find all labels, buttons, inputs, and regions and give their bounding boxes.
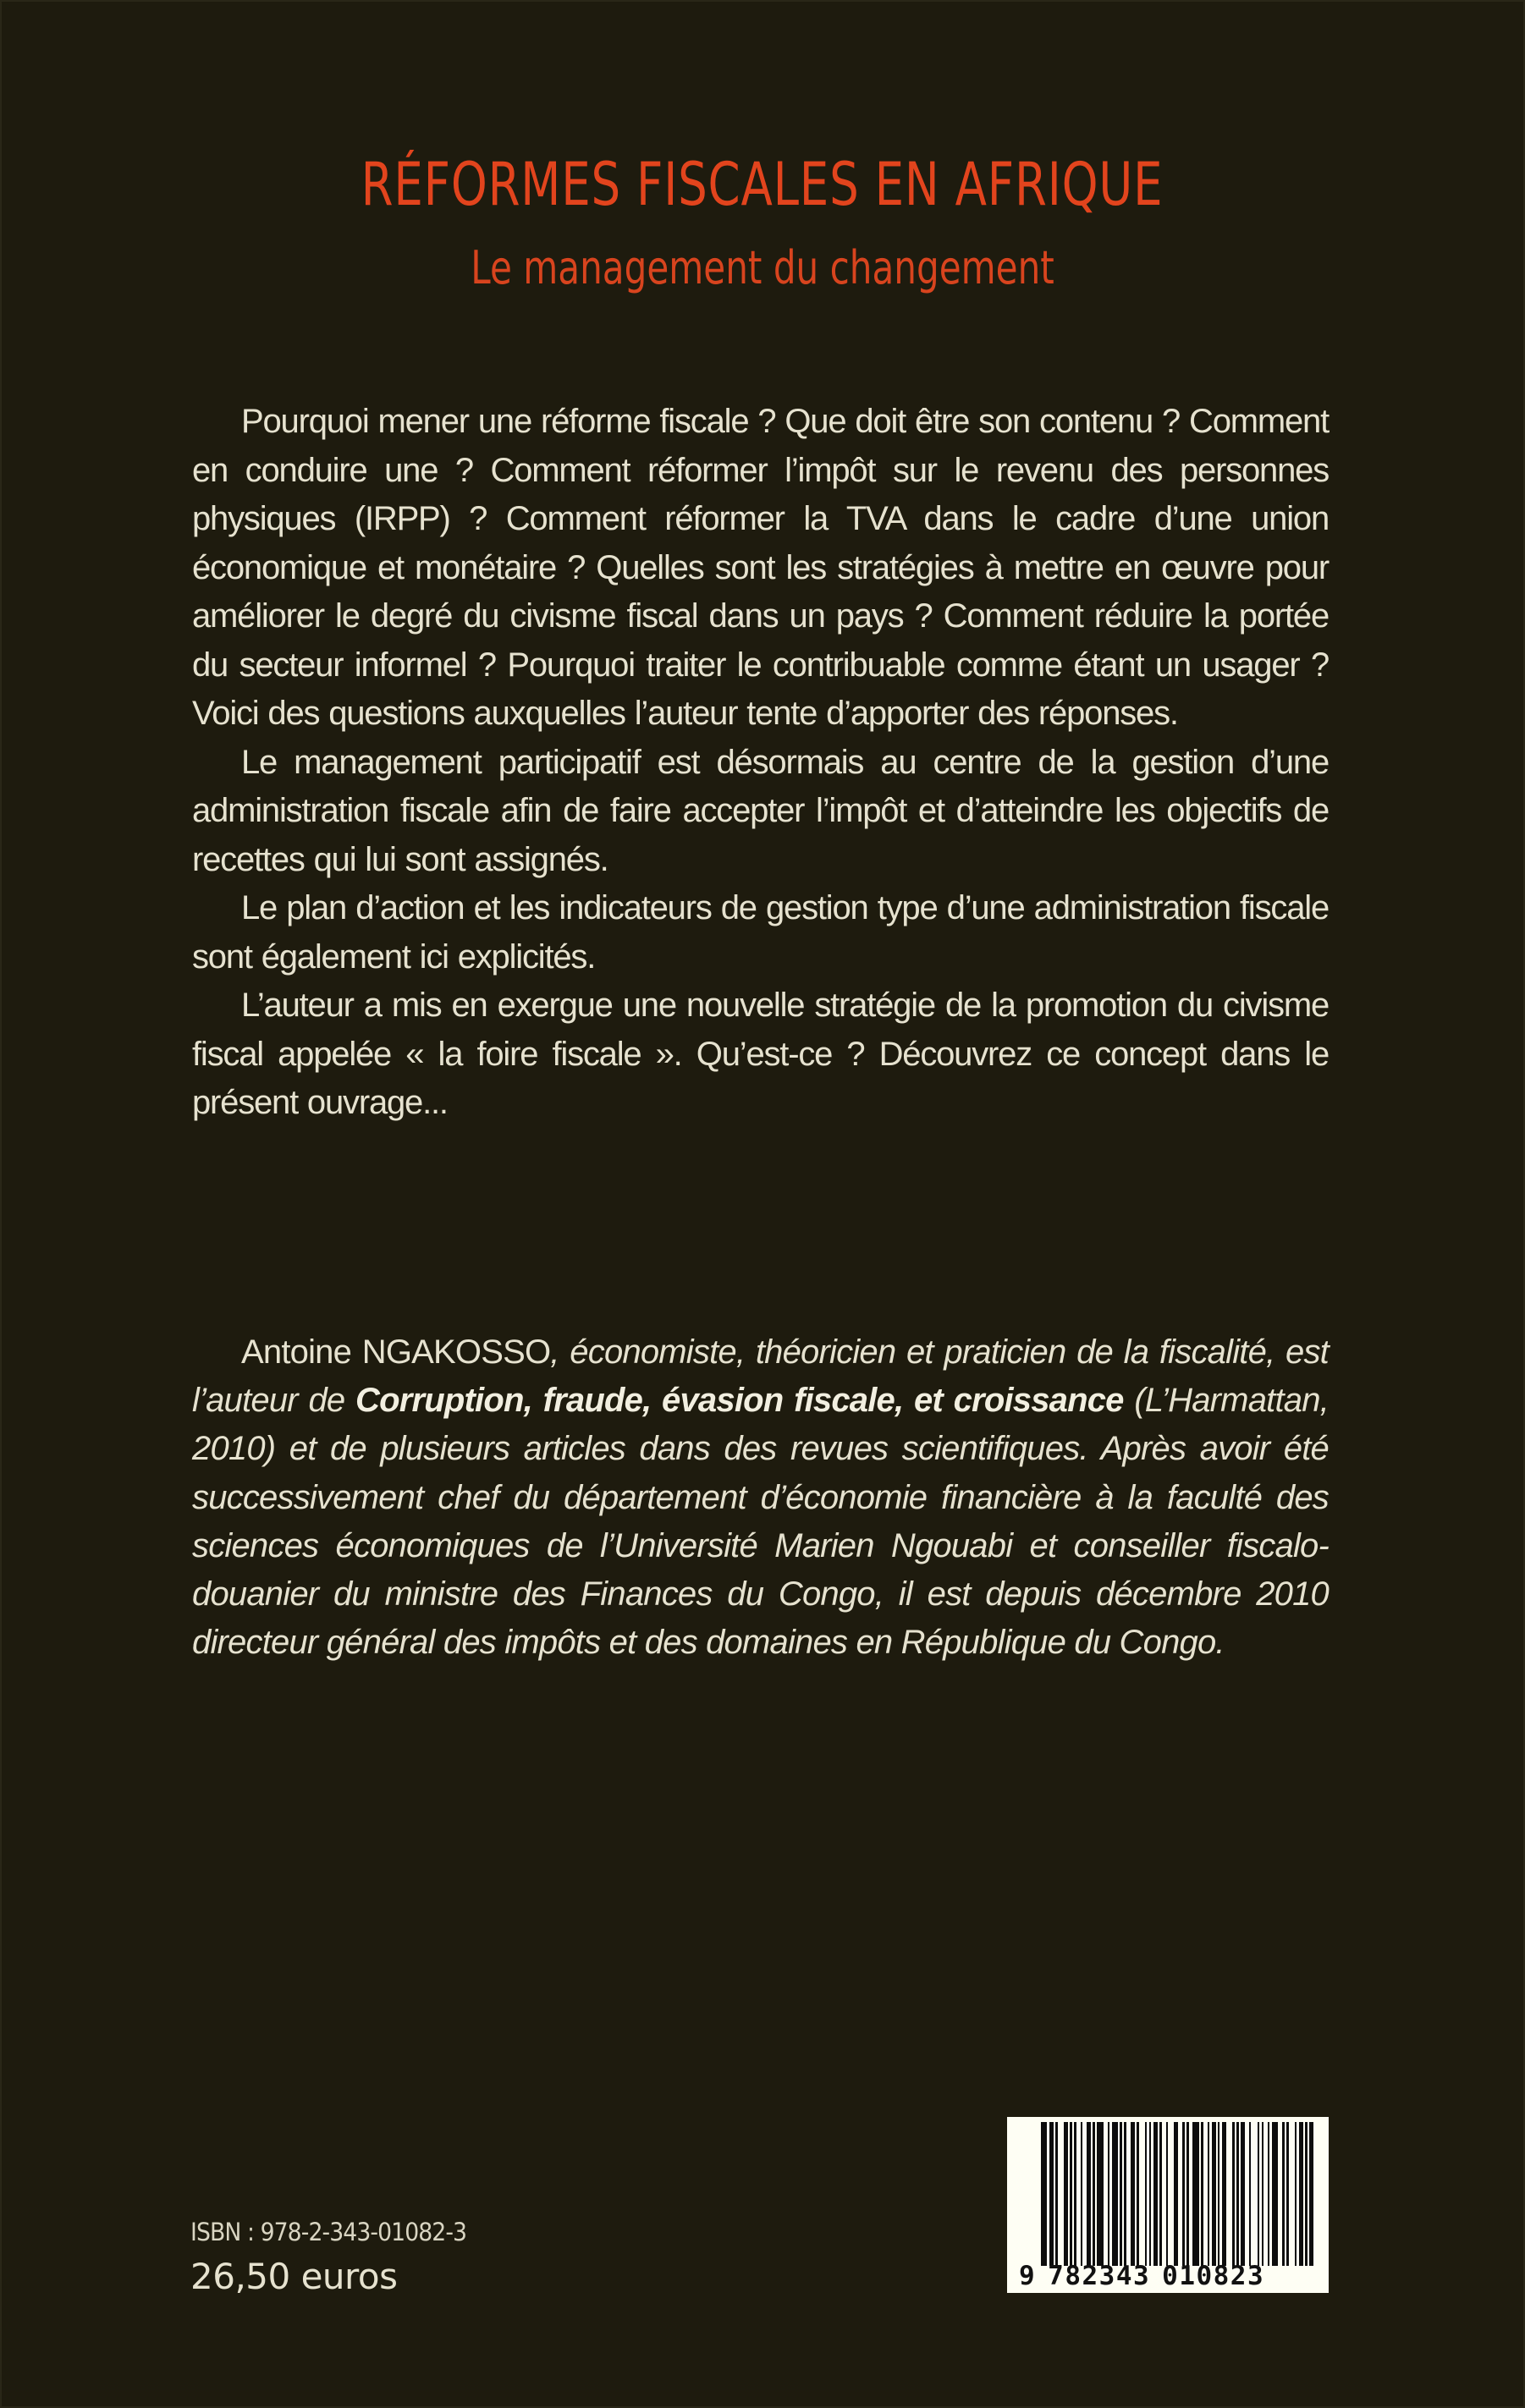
barcode-bar bbox=[1168, 2122, 1174, 2266]
book-title bbox=[0, 151, 1525, 218]
book-subtitle-text: Le management du changement bbox=[471, 241, 1054, 294]
price: 26,50 euros bbox=[190, 2256, 398, 2297]
barcode-bar bbox=[1112, 2122, 1118, 2266]
barcode-bar bbox=[1289, 2122, 1295, 2266]
blurb-paragraph: Le management participatif est désormais au centre de la gestion d’une administration fiscale afin de faire accepter l’impôt et d’atteindre les objectifs de recettes qui lui sont assignés. bbox=[192, 743, 1329, 878]
book-subtitle bbox=[0, 241, 1525, 295]
barcode-digits bbox=[1019, 2261, 1325, 2291]
barcode-bar bbox=[1097, 2122, 1103, 2266]
barcode-bar bbox=[1058, 2122, 1064, 2266]
blurb-paragraph: Le plan d’action et les indicateurs de gestion type d’une administration fiscale sont également ici explicités. bbox=[192, 889, 1329, 976]
barcode-bar bbox=[1226, 2122, 1232, 2266]
barcode-right-group: 010823 bbox=[1162, 2261, 1265, 2291]
book-title-text: RÉFORMES FISCALES EN AFRIQUE bbox=[361, 150, 1164, 219]
barcode-bar bbox=[1272, 2122, 1278, 2266]
author-name: Antoine NGAKOSSO bbox=[241, 1333, 551, 1371]
author-bio bbox=[192, 1328, 1329, 1667]
barcode-bar bbox=[1139, 2122, 1145, 2266]
barcode-bar bbox=[1041, 2122, 1047, 2266]
barcode-bar bbox=[1313, 2122, 1318, 2266]
previous-book-title: Corruption, fraude, évasion fiscale, et croissance bbox=[355, 1382, 1124, 1420]
blurb bbox=[192, 398, 1329, 1128]
barcode-bar bbox=[1192, 2122, 1198, 2266]
barcode-left-group: 782343 bbox=[1048, 2261, 1151, 2291]
barcode bbox=[1007, 2117, 1329, 2293]
blurb-paragraph: L’auteur a mis en exergue une nouvelle stratégie de la promotion du civisme fiscal appelée « la foire fiscale ». Qu’est-ce ? Découvrez ce concept dans le présent ouvrage... bbox=[192, 987, 1329, 1121]
barcode-bars bbox=[1041, 2122, 1319, 2266]
author-bio-text: , économiste, théoricien et praticien de la fiscalité, est l’auteur de bbox=[192, 1333, 1329, 1420]
barcode-bar bbox=[1251, 2122, 1257, 2266]
barcode-first-digit: 9 bbox=[1019, 2261, 1037, 2291]
author-bio-text-continued: (L’Harmattan, 2010) et de plusieurs articles dans des revues scientifiques. Après avoir été successivement chef du département d’économie financière à la faculté des sciences économiques de l’Université Marien Ngouabi et conseiller fiscalo-douanier du ministre des Finances du Congo, il est depuis décembre 2010 directeur général des impôts et des domaines en République du Congo. bbox=[192, 1382, 1329, 1662]
isbn: ISBN : 978-2-343-01082-3 bbox=[190, 2218, 467, 2246]
blurb-paragraph: Pourquoi mener une réforme fiscale ? Que doit être son contenu ? Comment en conduire une ? Comment réformer l’impôt sur le revenu des personnes physiques (IRPP) ? Comment réformer la TVA dans le cadre d’une union économique et monétaire ? Quelles sont les stratégies à mettre en œuvre pour améliorer le degré du civisme fiscal dans un pays ? Comment réduire la portée du secteur informel ? Pourquoi traiter le contribuable comme étant un usager ? Voici des questions auxquelles l’auteur tente d’apporter des réponses. bbox=[192, 403, 1329, 732]
